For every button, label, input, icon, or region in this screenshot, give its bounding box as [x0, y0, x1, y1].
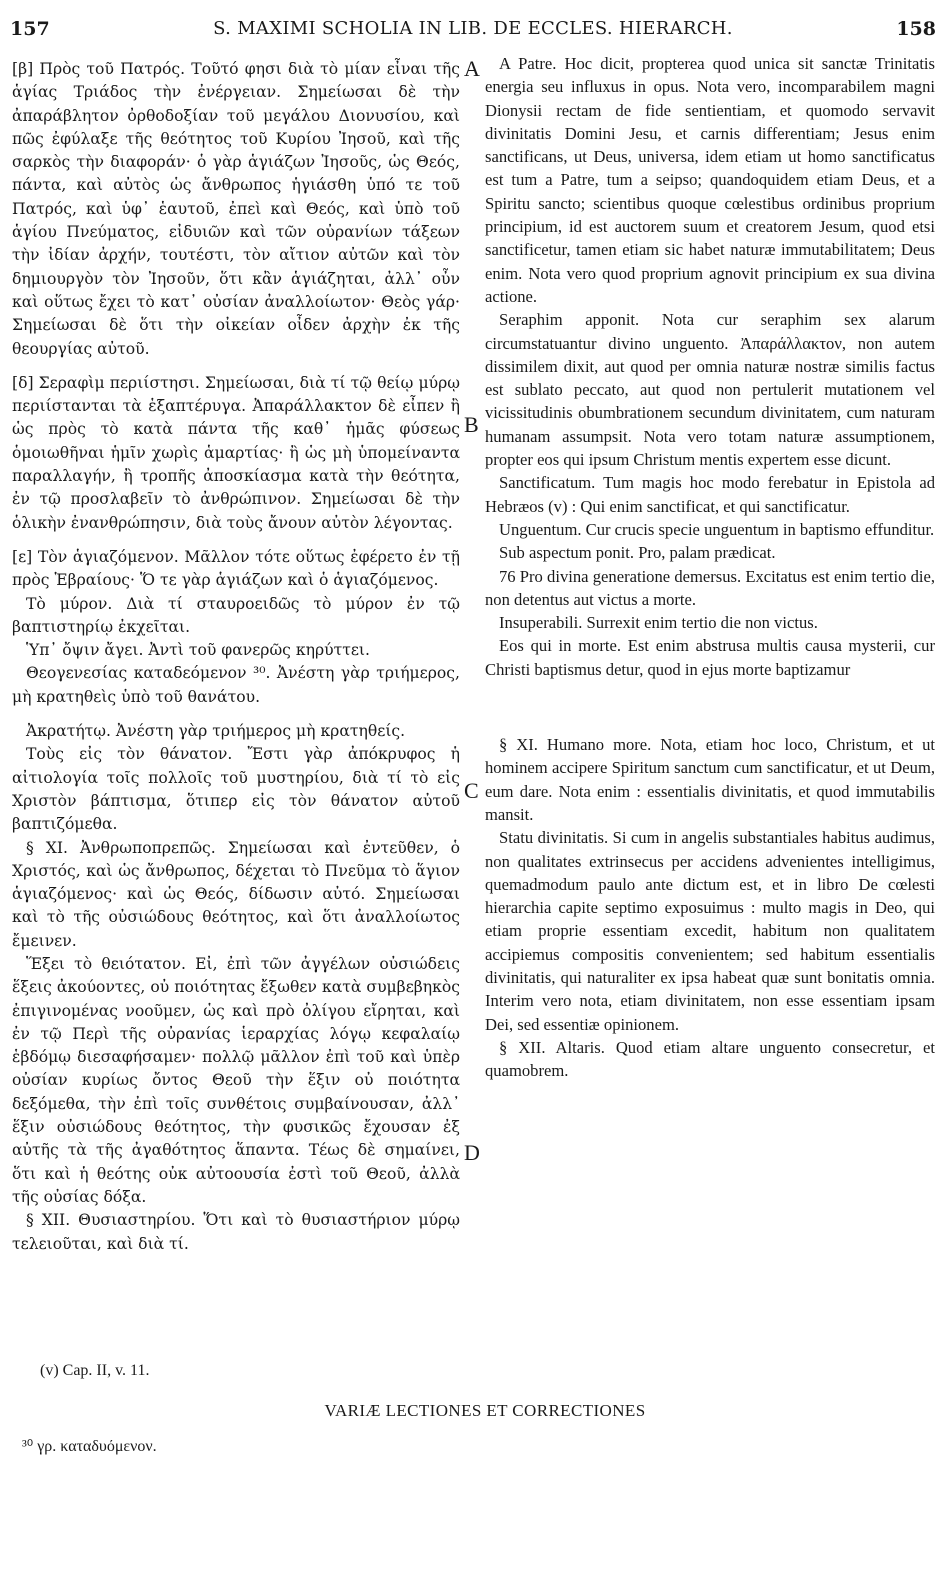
latin-column: [485, 52, 935, 1082]
latin-para-a-patre: A Patre. Hoc dicit, propterea quod unica sit sanctæ Trinitatis energia seu influxus in opus. Nota vero, incomparabilem magni Dionysii rectam de fide sentientiam, et quomodo servavit divinitatis Domini Jesu, et carnis differentiam; Jesus enim sanctificans, ut Deus, universa, idem etiam ut homo sanctificatus est tum a Patre, tum a seipso; quandoquidem etiam Deus, et a Spiritu sancto; scientibus quoque cœlestibus ordinibus proprium principium, id est auctorem suum et creatorem Jesum, quod etsi sanctificetur, tamen etiam sic habet naturæ immutabilitatem; Deus enim. Nota vero quod proprium agnovit principium ex sua divina actione.: [485, 54, 935, 306]
margin-letter-c: C: [464, 778, 479, 803]
latin-para-xii: § XII. Altaris. Quod etiam altare unguento consecretur, et quamobrem.: [485, 1037, 935, 1081]
latin-para-aspectum: Sub aspectum ponit. Pro, palam prædicat.: [499, 543, 776, 563]
latin-para-sanctificatum: Sanctificatum. Tum magis hoc modo ferebatur in Epistola ad Hebræos (v) : Qui enim sanctificat, et qui sanctificatur.: [485, 473, 935, 516]
greek-para-thanaton: Τοὺς εἰς τὸν θάνατον. Ἔστι γὰρ ἀπόκρυφος ἡ αἰτιολογία τοῖς πολλοῖς τοῦ μυστηρίου, διὰ τί τὸ εἰς Χριστὸν βάπτισμα, ὅτιπερ εἰς τὸν θάνατον αὐτοῦ βαπτιζόμεθα.: [12, 745, 460, 834]
margin-letter-b: B: [464, 412, 479, 437]
running-title: S. MAXIMI SCHOLIA IN LIB. DE ECCLES. HIERARCH.: [213, 18, 733, 39]
latin-para-morte: Eos qui in morte. Est enim abstrusa multis causa mysterii, cur Christi baptismus detur, quod in ejus morte baptizamur: [485, 636, 935, 679]
latin-para-unguentum: Unguentum. Cur crucis specie unguentum in baptismo effunditur.: [499, 519, 935, 539]
page-number-left: 157: [10, 18, 50, 40]
greek-para-beta: [β] Πρὸς τοῦ Πατρός. Τοῦτό φησι διὰ τὸ μίαν εἶναι τῆς ἁγίας Τριάδος τὴν ἐνέργειαν. Σημείωσαι δὲ τὴν ἀπαράβλητον ὀρθοδοξίαν τοῦ μεγάλου Διονυσίου, καὶ πῶς ἐφύλαξε τῆς θεότητος τοῦ Κυρίου Ἰησοῦ, καὶ τῆς σαρκὸς τὴν διαφοράν· ὁ γὰρ ἁγιάζων Ἰησοῦς, ὡς Θεός, πάντα, καὶ αὐτὸς ὡς ἄνθρωπος ἡγιάσθη ὑπό τε τοῦ Πατρός, καὶ ὑφ᾽ ἑαυτοῦ, ἐπεὶ καὶ Θεός, καὶ ὑπὸ τοῦ ἁγίου Πνεύματος, εἰδυιῶν καὶ τῶν οὐρανίων τάξεων τὴν ἰδίαν ἀρχήν, τουτέστι, τὸν αἴτιον αὐτῶν καὶ τὸν δημιουργὸν τὸν Ἰησοῦν, ὅτι κἂν ἁγιάζηται, ἀλλ᾽ οὖν καὶ οὕτως ἔχει τὸ κατ᾽ οὐσίαν ἀναλλοίωτον· Θεὸς γάρ· Σημείωσαι δὲ ὅτι τὴν οἰκείαν οἶδεν ἀρχὴν ἐκ τῆς θεουργίας αὐτοῦ.: [12, 60, 460, 358]
footnote-latin: (v) Cap. II, v. 11.: [40, 1362, 150, 1379]
latin-para-generatione: 76 Pro divina generatione demersus. Excitatus est enim tertio die, non detentus aut victus a morte.: [485, 566, 935, 609]
latin-para-insuperabili: Insuperabili. Surrexit enim tertio die non victus.: [499, 613, 818, 633]
greek-para-akratetos: Ἀκρατήτῳ. Ἀνέστη γὰρ τριήμερος μὴ κρατηθείς.: [26, 722, 406, 741]
greek-para-theogenesias: Θεογενεσίας καταδεόμενον ³⁰. Ἀνέστη γὰρ τριήμερος, μὴ κρατηθεὶς ὑπὸ τοῦ θανάτου.: [12, 664, 460, 706]
latin-para-seraphim: Seraphim apponit. Nota cur seraphim sex alarum circumstatuantur divino unguento. Ἀπαράλλακτον, non autem dissimilem dixit, aut quod per omnia naturæ nostræ similis factus est sublato peccato, aut quod non pertulerit mutationem vel vicissitudinis obumbrationem secundum divinitatem, cum naturam humanam assumpsit. Nota vero totam naturæ assumptionem, propter eos qui ipsum Christum mentis expertem esse dicunt.: [485, 310, 935, 470]
greek-para-delta: [δ] Σεραφὶμ περιίστησι. Σημείωσαι, διὰ τί τῷ θείῳ μύρῳ περιίστανται τὰ ἑξαπτέρυγα. Ἀπαράλλακτον δὲ εἶπεν ἢ ὡς πρὸς τὸ κατὰ πάντα τῆς καθ᾽ ἡμᾶς φύσεως ὁμοιωθῆναι ἡμῖν χωρὶς ἁμαρτίας· ἢ ὡς μὴ ὑπομείναντα παραλλαγήν, ἢ τροπῆς ἀποσκίασμα κατὰ τὴν θεότητα, ἐν τῷ προσλαβεῖν τὸ ἀνθρώπινον. Σημείωσαι δὲ τὴν ὁλικὴν ἐνανθρώπησιν, διὰ τοὺς ἄνουν αὐτὸν λέγοντας.: [12, 373, 460, 532]
margin-letter-d: D: [464, 1140, 480, 1165]
greek-column: [12, 58, 460, 1256]
footnote-greek: ³⁰ γρ. καταδυόμενον.: [22, 1438, 157, 1455]
greek-para-myron: Τὸ μύρον. Διὰ τί σταυροειδῶς τὸ μύρον ἐν τῷ βαπτιστηρίῳ ἐκχεῖται.: [12, 594, 460, 636]
greek-para-opsin: Ὑπ᾽ ὄψιν ἄγει. Ἀντὶ τοῦ φανερῶς κηρύττει.: [26, 641, 370, 660]
greek-para-xi: § XI. Ἀνθρωποπρεπῶς. Σημείωσαι καὶ ἐντεῦθεν, ὁ Χριστός, καὶ ὡς ἄνθρωπος, δέχεται τὸ Πνεῦμα τὸ ἅγιον ἁγιαζόμενος· καὶ ὡς Θεός, δίδωσιν αὐτό. Σημείωσαι καὶ τὸ τῆς οὐσιώδους θεότητος, καὶ ὅτι ἀναλλοίωτος ἔμεινεν.: [12, 838, 460, 950]
greek-para-xii: § XII. Θυσιαστηρίου. Ὅτι καὶ τὸ θυσιαστήριον μύρῳ τελειοῦται, καὶ διὰ τί.: [12, 1211, 460, 1253]
greek-para-epsilon: [ε] Τὸν ἁγιαζόμενον. Μᾶλλον τότε οὕτως ἐφέρετο ἐν τῇ πρὸς Ἑβραίους· Ὅ τε γὰρ ἁγιάζων καὶ ὁ ἁγιαζόμενος.: [12, 547, 460, 590]
section-heading-variae: VARIÆ LECTIONES ET CORRECTIONES: [324, 1401, 646, 1420]
page-header: [10, 18, 936, 44]
margin-letter-a: A: [464, 56, 480, 81]
greek-para-hexei: Ἕξει τὸ θειότατον. Εἰ, ἐπὶ τῶν ἀγγέλων οὐσιώδεις ἕξεις ἀκούοντες, οὐ ποιότητας ἔξωθεν κατὰ συμβεβηκὸς ἐπιγινομένας νοοῦμεν, ὡς καὶ πρὸ ὀλίγου εἴρηται, καὶ ἐν τῷ Περὶ τῆς οὐρανίας ἱεραρχίας λόγῳ κεφαλαίῳ ἑβδόμῳ διεσαφήσαμεν· πολλῷ μᾶλλον ἐπὶ τοῦ καὶ ὑπὲρ οὐσίαν κυρίως ὄντος Θεοῦ τὴν ἕξιν οὐ ποιότητα δεξόμεθα, τὴν ἐπὶ τοῖς συνθέτοις συμβαίνουσαν, ἀλλ᾽ ἕξιν οὐσιώδους θεότητος, τὴν φυσικῶς ἔχουσαν ἐξ αὐτῆς τὰ τῆς ἀγαθότητος ἅπαντα. Τέως δὲ σημαίνει, ὅτι καὶ ἡ θεότης οὐκ αὐτοουσία ἐστὶ τοῦ Θεοῦ, ἀλλὰ τῆς οὐσίας δόξα.: [12, 954, 460, 1206]
page-number-right: 158: [896, 18, 936, 40]
latin-para-statu: Statu divinitatis. Si cum in angelis substantiales habitus audimus, non qualitates extrinsecus per accidens advenientes intelligimus, quemadmodum paulo ante dictum est, et in libro De cœlesti hierarchia capite septimo exposuimus : multo magis in Deo, qui etiam proprie essentiam excedit, habitum non qualitatem accipiemus compositis convenientem; sed habitum essentialis divinitatis, qui naturaliter ex ipsa habeat quæ sunt bonitatis omnia. Interim vero nota, etiam divinitatem, non esse essentiam ipsam Dei, sed essentiæ opinionem.: [485, 828, 935, 1034]
latin-para-xi: § XI. Humano more. Nota, etiam hoc loco, Christum, et ut hominem accipere Spiritum sanctum cum sanctificatur, et ut Deum, eum dare. Nota enim : essentialis divinitatis, et quod immutabilis mansit.: [485, 735, 935, 824]
